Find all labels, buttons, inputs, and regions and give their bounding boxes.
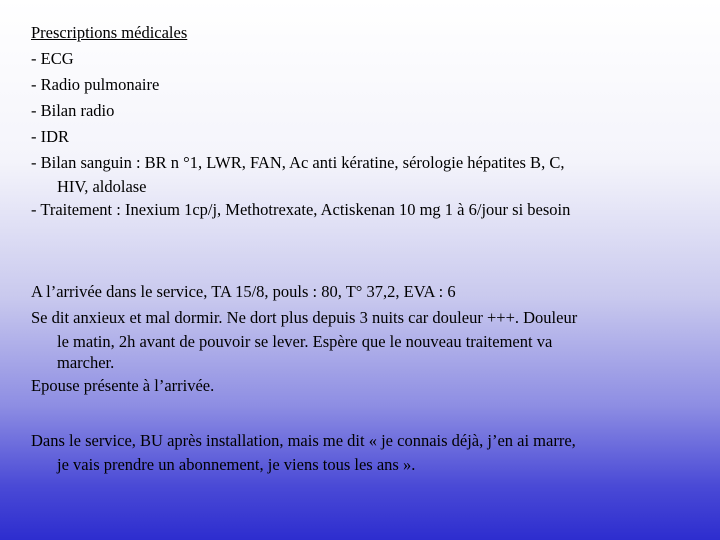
service-bu-cont: je vais prendre un abonnement, je viens tous les ans ».	[57, 455, 416, 474]
prescription-item-radio: - Radio pulmonaire	[31, 75, 160, 94]
prescriptions-section	[31, 20, 703, 223]
arrival-anxiety-cont-1: le matin, 2h avant de pouvoir se lever. Espère que le nouveau traitement va	[57, 332, 553, 351]
prescription-item-bilan-sanguin: - Bilan sanguin : BR n °1, LWR, FAN, Ac anti kératine, sérologie hépatites B, C,	[31, 153, 565, 172]
arrival-anxiety: Se dit anxieux et mal dormir. Ne dort plus depuis 3 nuits car douleur +++. Douleur	[31, 308, 578, 327]
prescription-item-bilan-sanguin-cont: HIV, aldolase	[57, 177, 147, 196]
prescriptions-title: Prescriptions médicales	[31, 23, 188, 42]
arrival-anxiety-cont-2: marcher.	[57, 353, 115, 372]
arrival-spouse: Epouse présente à l’arrivée.	[31, 376, 215, 395]
service-bu: Dans le service, BU après installation, mais me dit « je connais déjà, j’en ai marre,	[31, 431, 576, 450]
prescription-item-traitement: - Traitement : Inexium 1cp/j, Methotrexate, Actiskenan 10 mg 1 à 6/jour si besoin	[31, 200, 571, 219]
prescription-item-idr: - IDR	[31, 127, 70, 146]
arrival-vitals: A l’arrivée dans le service, TA 15/8, pouls : 80, T° 37,2, EVA : 6	[31, 282, 456, 301]
prescription-item-bilan-radio: - Bilan radio	[31, 101, 115, 120]
prescription-item-ecg: - ECG	[31, 49, 74, 68]
arrival-section	[31, 279, 703, 399]
service-section	[31, 428, 703, 475]
